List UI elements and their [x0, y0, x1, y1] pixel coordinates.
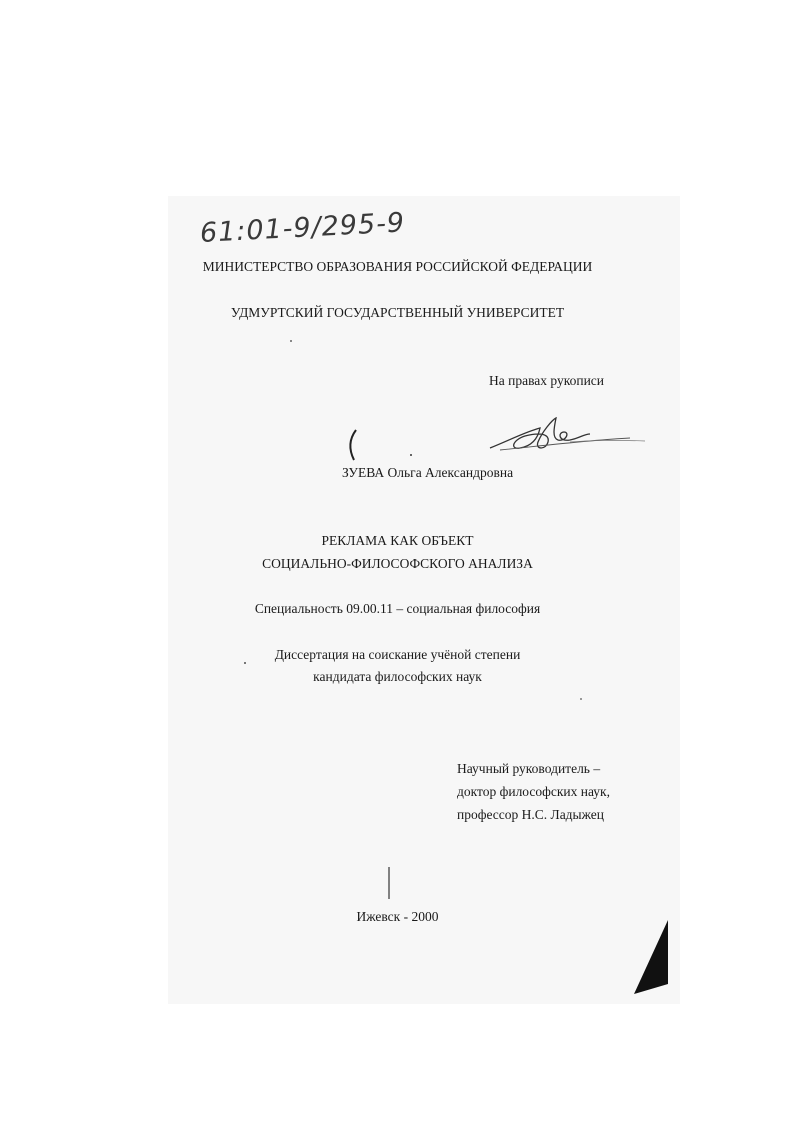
title-line-1: РЕКЛАМА КАК ОБЪЕКТ: [321, 533, 474, 548]
speck: [580, 698, 582, 700]
speck: [410, 454, 412, 456]
place-and-year: Ижевск - 2000: [356, 909, 439, 924]
title-line-2: СОЦИАЛЬНО-ФИЛОСОФСКОГО АНАЛИЗА: [262, 556, 533, 571]
rights-note: На правах рукописи: [489, 373, 605, 388]
author-name: ЗУЕВА Ольга Александровна: [342, 465, 514, 480]
vertical-mark: [386, 866, 392, 900]
degree-line-1: Диссертация на соискание учёной степени: [274, 647, 521, 662]
university-heading: УДМУРТСКИЙ ГОСУДАРСТВЕННЫЙ УНИВЕРСИТЕТ: [230, 305, 565, 320]
scan-artifact: [630, 920, 670, 996]
archive-code: 61:01-9/295-9: [199, 207, 406, 249]
supervisor-line-2: доктор философских наук,: [457, 784, 610, 799]
pen-mark: [344, 428, 364, 462]
specialty: Специальность 09.00.11 – социальная философия: [254, 601, 541, 616]
supervisor-line-3: профессор Н.С. Ладыжец: [457, 807, 604, 822]
supervisor-line-1: Научный руководитель –: [457, 761, 601, 776]
ministry-heading: МИНИСТЕРСТВО ОБРАЗОВАНИЯ РОССИЙСКОЙ ФЕДЕРАЦИИ: [202, 259, 593, 274]
speck: [244, 662, 246, 664]
signature: [480, 410, 650, 460]
speck: [290, 340, 292, 342]
degree-line-2: кандидата философских наук: [313, 669, 482, 684]
